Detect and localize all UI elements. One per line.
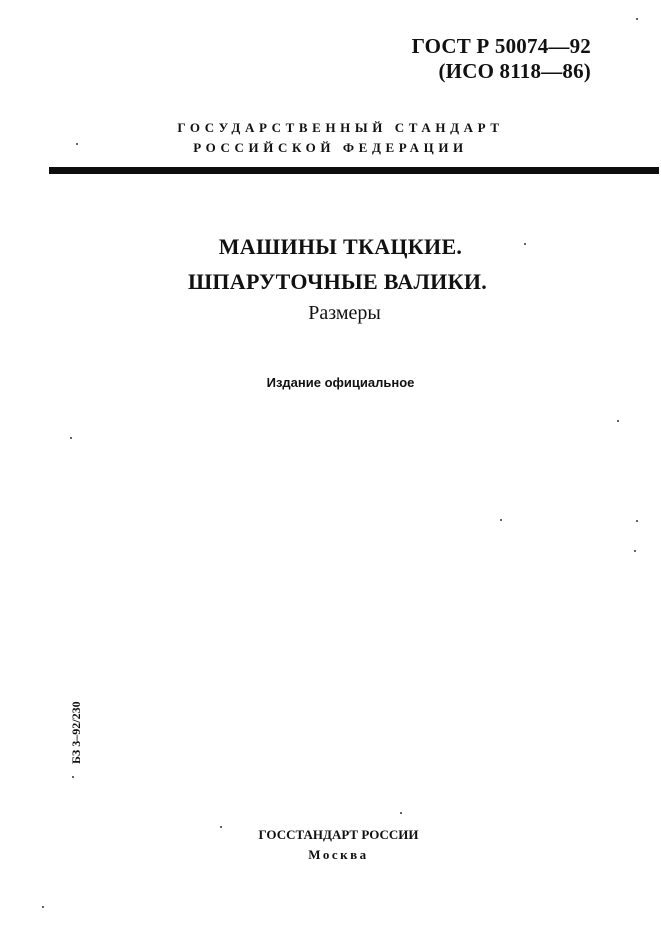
scan-speck [72,776,74,778]
scan-speck [636,18,638,20]
gost-number: ГОСТ Р 50074—92 [411,34,591,58]
scan-speck [500,519,502,521]
scan-speck [220,826,222,828]
header-divider [49,167,659,174]
document-title-line-1: МАШИНЫ ТКАЦКИЕ. [218,234,463,259]
standard-heading [0,118,661,158]
scan-speck [400,812,402,814]
side-code: БЗ 3–92/230 [69,701,83,764]
scan-speck [634,550,636,552]
iso-number: (ИСО 8118—86) [438,59,591,83]
edition-label: Издание официальное [266,375,415,390]
scan-speck [70,437,72,439]
document-title-line-2: ШПАРУТОЧНЫЕ ВАЛИКИ. [187,269,488,294]
document-code-block [412,34,591,84]
document-title [0,229,661,299]
scan-speck [76,143,78,145]
scan-speck [524,243,526,245]
document-subtitle: Размеры [308,302,381,324]
publisher-name: ГОССТАНДАРТ РОССИИ [258,827,419,842]
standard-heading-line-2: РОССИЙСКОЙ ФЕДЕРАЦИИ [193,140,468,155]
publisher-block [0,825,661,865]
scan-speck [617,420,619,422]
scan-speck [42,906,44,908]
standard-heading-line-1: ГОСУДАРСТВЕННЫЙ СТАНДАРТ [177,120,504,135]
scan-speck [636,520,638,522]
publisher-city: Москва [308,847,369,862]
